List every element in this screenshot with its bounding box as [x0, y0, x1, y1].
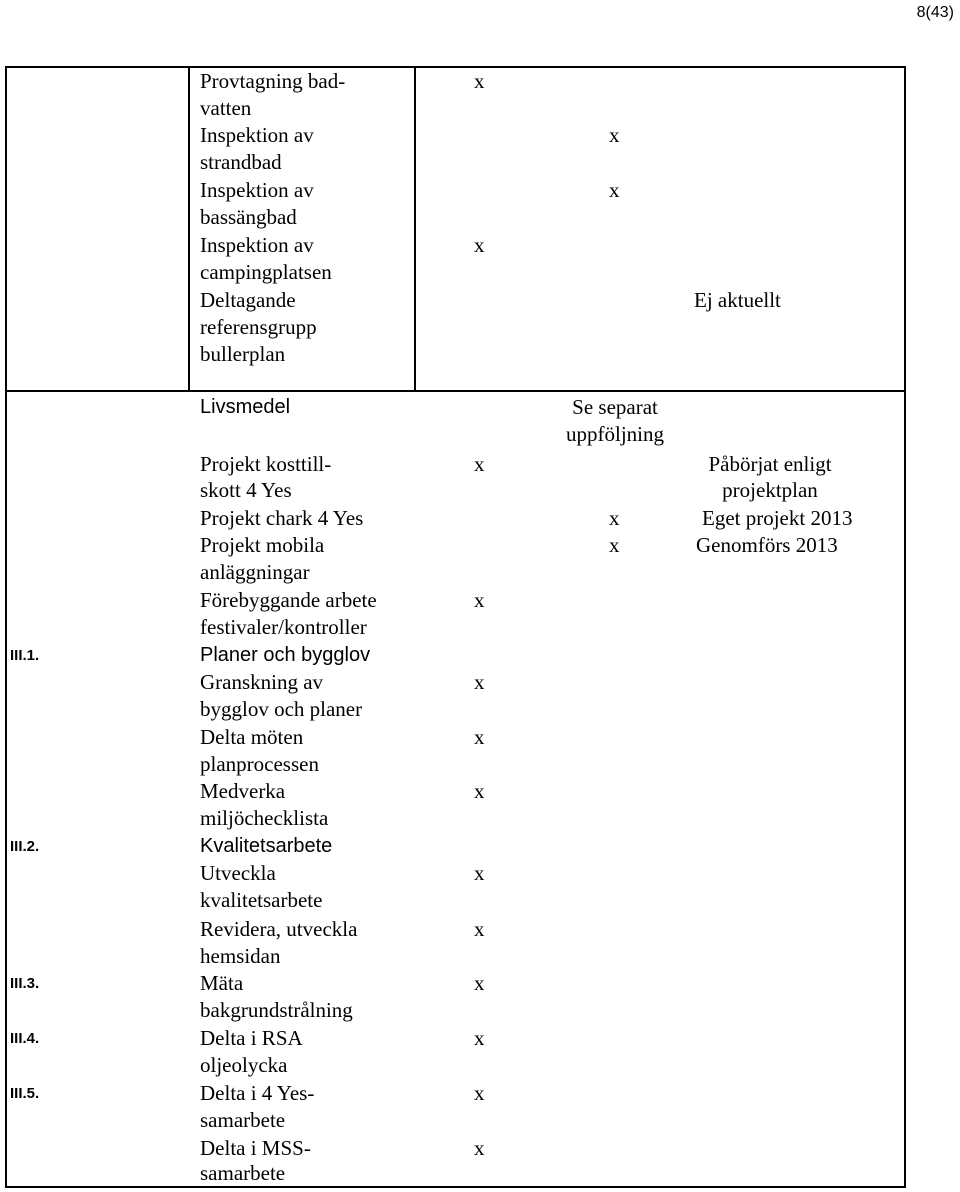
- task-label: Revidera, utveckla: [200, 917, 358, 941]
- task-label: Mäta: [200, 971, 244, 995]
- task-label: bakgrundstrålning: [200, 998, 353, 1022]
- task-label: Inspektion av: [200, 178, 314, 202]
- mark: x: [609, 123, 620, 147]
- mark: x: [474, 588, 485, 612]
- note: Se separat: [572, 395, 658, 419]
- task-label: Projekt kosttill-: [200, 452, 332, 476]
- note: uppföljning: [566, 422, 664, 446]
- task-label: Delta möten: [200, 725, 304, 749]
- note: Eget projekt 2013: [702, 506, 853, 530]
- section-number: III.1.: [10, 647, 40, 664]
- task-label: Delta i MSS-: [200, 1136, 311, 1160]
- mark: x: [609, 506, 620, 530]
- task-label: bullerplan: [200, 342, 286, 366]
- task-label: Delta i 4 Yes-: [200, 1081, 315, 1105]
- mark: x: [474, 725, 485, 749]
- task-label: planprocessen: [200, 752, 319, 776]
- task-label: Medverka: [200, 779, 286, 803]
- note: Genomförs 2013: [696, 533, 838, 557]
- note: Påbörjat enligt: [708, 452, 832, 476]
- mark: x: [474, 233, 485, 257]
- task-label: Förebyggande arbete: [200, 588, 377, 612]
- task-label: Delta i RSA: [200, 1026, 303, 1050]
- task-label: festivaler/kontroller: [200, 615, 367, 639]
- mark: x: [474, 1136, 485, 1160]
- task-label: Projekt chark 4 Yes: [200, 506, 364, 530]
- section-heading: Planer och bygglov: [200, 644, 371, 666]
- section-heading: Kvalitetsarbete: [200, 835, 333, 857]
- mark: x: [474, 779, 485, 803]
- mark: x: [474, 917, 485, 941]
- note: Ej aktuellt: [694, 288, 781, 312]
- task-label: bygglov och planer: [200, 697, 363, 721]
- task-label: Projekt mobila: [200, 533, 325, 557]
- task-label: hemsidan: [200, 944, 281, 968]
- task-label: oljeolycka: [200, 1053, 288, 1077]
- note: projektplan: [722, 478, 818, 502]
- task-label: skott 4 Yes: [200, 478, 292, 502]
- task-label: anläggningar: [200, 560, 310, 584]
- task-label: referensgrupp: [200, 315, 317, 339]
- task-label: Granskning av: [200, 670, 324, 694]
- task-label: samarbete: [200, 1108, 286, 1132]
- task-label: vatten: [200, 96, 252, 120]
- mark: x: [474, 1026, 485, 1050]
- task-label: strandbad: [200, 150, 282, 174]
- section-number: III.4.: [10, 1030, 40, 1047]
- section-number: III.3.: [10, 975, 40, 992]
- section-heading: Livsmedel: [200, 396, 291, 418]
- task-label: Utveckla: [200, 861, 276, 885]
- section-number: III.2.: [10, 838, 40, 855]
- task-label: kvalitetsarbete: [200, 888, 323, 912]
- task-label: Deltagande: [200, 288, 296, 312]
- task-label: bassängbad: [200, 205, 297, 229]
- mark: x: [474, 452, 485, 476]
- task-label: Provtagning bad-: [200, 69, 346, 93]
- section-number: III.5.: [10, 1085, 40, 1102]
- task-label: samarbete: [200, 1161, 286, 1185]
- mark: x: [474, 861, 485, 885]
- task-label: Inspektion av: [200, 123, 314, 147]
- mark: x: [474, 69, 485, 93]
- task-label: campingplatsen: [200, 260, 332, 284]
- mark: x: [609, 178, 620, 202]
- mark: x: [474, 670, 485, 694]
- mark: x: [609, 533, 620, 557]
- mark: x: [474, 1081, 485, 1105]
- page-number: 8(43): [916, 4, 954, 21]
- mark: x: [474, 971, 485, 995]
- task-label: Inspektion av: [200, 233, 314, 257]
- task-label: miljöchecklista: [200, 806, 329, 830]
